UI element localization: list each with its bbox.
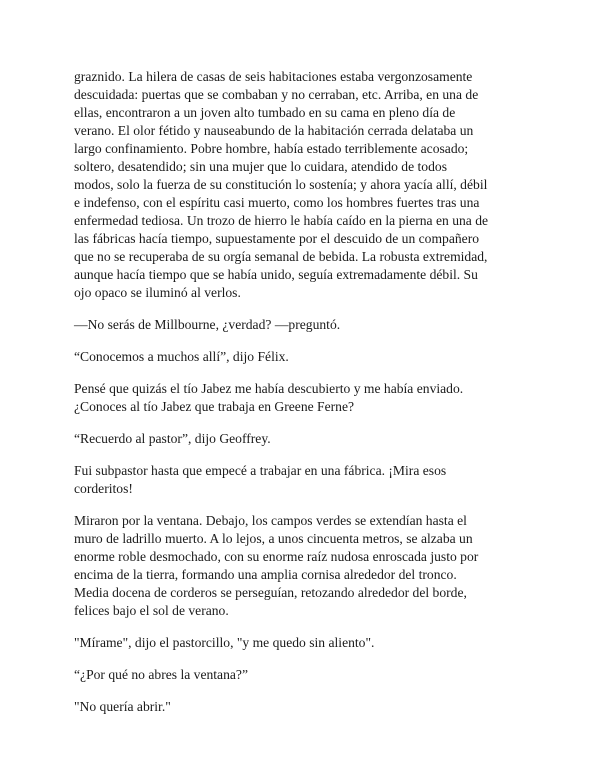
paragraph-5 [74,430,536,448]
text-line: muro de ladrillo muerto. A lo lejos, a unos cincuenta metros, se alzaba un [74,531,473,546]
paragraph-7 [74,512,536,620]
text-line: ellas, encontraron a un joven alto tumbado en su cama en pleno día de [74,105,456,120]
paragraph-6 [74,462,536,498]
text-line: “Conocemos a muchos allí”, dijo Félix. [74,349,289,364]
text-line: que no se recuperaba de su orgía semanal de bebida. La robusta extremidad, [74,249,488,264]
text-line: las fábricas hacía tiempo, supuestamente por el descuido de un compañero [74,231,480,246]
paragraph-9 [74,666,536,684]
document-page [74,68,536,730]
paragraph-8 [74,634,536,652]
text-line: e indefenso, con el espíritu casi muerto, como los hombres fuertes tras una [74,195,480,210]
paragraph-3 [74,348,536,366]
text-line: “Recuerdo al pastor”, dijo Geoffrey. [74,431,271,446]
text-line: "Mírame", dijo el pastorcillo, "y me quedo sin aliento". [74,635,375,650]
text-line: Miraron por la ventana. Debajo, los campos verdes se extendían hasta el [74,513,467,528]
text-line: soltero, desatendido; sin una mujer que lo cuidara, atendido de todos [74,159,447,174]
text-line: largo confinamiento. Pobre hombre, había estado terriblemente acosado; [74,141,469,156]
text-line: —No serás de Millbourne, ¿verdad? —preguntó. [74,317,341,332]
text-line: aunque hacía tiempo que se había unido, seguía extremadamente débil. Su [74,267,478,282]
paragraph-1 [74,68,536,302]
text-line: felices bajo el sol de verano. [74,603,229,618]
paragraph-4 [74,380,536,416]
text-line: enfermedad tediosa. Un trozo de hierro le había caído en la pierna en una de [74,213,489,228]
paragraph-2 [74,316,536,334]
text-line: modos, solo la fuerza de su constitución lo sostenía; y ahora yacía allí, débil [74,177,488,192]
text-line: ¿Conoces al tío Jabez que trabaja en Greene Ferne? [74,399,355,414]
text-line: encima de la tierra, formando una amplia cornisa alrededor del tronco. [74,567,457,582]
text-line: descuidada: puertas que se combaban y no cerraban, etc. Arriba, en una de [74,87,479,102]
text-line: verano. El olor fétido y nauseabundo de la habitación cerrada delataba un [74,123,474,138]
text-line: Fui subpastor hasta que empecé a trabajar en una fábrica. ¡Mira esos [74,463,447,478]
text-line: enorme roble desmochado, con su enorme raíz nudosa enroscada justo por [74,549,479,564]
paragraph-10 [74,698,536,716]
text-line: Media docena de corderos se perseguían, retozando alrededor del borde, [74,585,467,600]
text-line: Pensé que quizás el tío Jabez me había descubierto y me había enviado. [74,381,464,396]
text-line: "No quería abrir." [74,699,171,714]
text-line: “¿Por qué no abres la ventana?” [74,667,248,682]
text-line: graznido. La hilera de casas de seis habitaciones estaba vergonzosamente [74,69,473,84]
text-line: corderitos! [74,481,133,496]
text-line: ojo opaco se iluminó al verlos. [74,285,241,300]
